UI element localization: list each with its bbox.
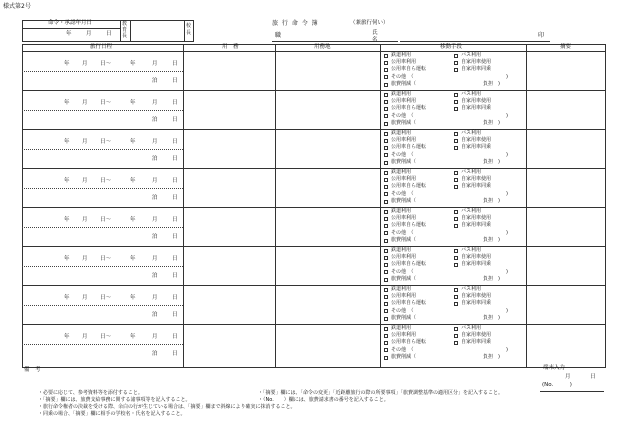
transport-option-label: 公用車利用 [391,254,417,261]
transport-option-label: 自家用車同乗 [461,300,492,307]
transport-option-label: 公用車利用 [391,293,417,300]
transport-checkbox[interactable] [384,132,388,136]
transport-option-label: その他 （ [391,151,414,158]
transport-checkbox[interactable] [384,348,388,352]
to-month: 月 [152,178,158,184]
from-day: 日〜 [100,256,112,262]
transport-checkbox[interactable] [454,107,458,111]
transport-checkbox[interactable] [384,171,388,175]
schedule-split-line [22,110,183,111]
transport-option-label: バス利用 [461,286,482,292]
transport-option-label: 公用車自ら運転 [391,261,427,268]
document-title: 旅 行 命 令 簿 [272,20,319,27]
to-day: 日 [172,334,178,340]
transport-checkbox[interactable] [384,356,388,360]
transport-option-label: 自家用車同乗 [461,66,492,73]
to-year: 年 [130,139,136,145]
to-month: 月 [152,100,158,106]
row-divider [22,168,606,169]
col-header-schedule: 旅行日程 [90,44,113,50]
row-divider [22,324,606,325]
col-header-business: 用 務 [222,44,239,50]
name-underline [400,41,550,42]
row-divider [22,246,606,247]
col-header-destination: 用務地 [314,44,331,50]
transport-option-label: 鉄道利用 [391,247,412,253]
transport-checkbox[interactable] [384,270,388,274]
other-close: ) [506,307,508,314]
other-close: ) [506,268,508,275]
schedule-split-line [22,266,183,267]
from-day: 日〜 [100,61,112,67]
nights-label: 泊 [152,156,158,162]
to-day: 日 [172,100,178,106]
to-month: 月 [152,139,158,145]
from-year: 年 [64,334,70,340]
from-year: 年 [64,61,70,67]
transport-checkbox[interactable] [384,93,388,97]
to-day: 日 [172,217,178,223]
transport-option-label: 公用車自ら運転 [391,300,427,307]
from-year: 年 [64,217,70,223]
transport-option-label: 旅費削減（ [391,236,417,243]
days-label: 日 [172,351,178,357]
transport-checkbox[interactable] [454,341,458,345]
nights-label: 泊 [152,273,158,279]
transport-checkbox[interactable] [384,231,388,235]
transport-option-label: バス利用 [461,247,482,253]
transport-checkbox[interactable] [384,61,388,65]
from-year: 年 [64,295,70,301]
transport-option-label: 自家用車同乗 [461,261,492,268]
terminal-entry-day: 日 [590,374,596,380]
row-divider [22,129,606,130]
to-day: 日 [172,178,178,184]
transport-checkbox[interactable] [454,178,458,182]
transport-checkbox[interactable] [454,54,458,58]
transport-checkbox[interactable] [384,54,388,58]
transport-checkbox[interactable] [454,295,458,299]
transport-checkbox[interactable] [384,146,388,150]
document-subtitle: （兼旅行伺い） [350,20,389,26]
transport-option-label: 公用車自ら運転 [391,183,427,190]
days-label: 日 [172,234,178,240]
transport-option-label: バス利用 [461,52,482,58]
transport-option-label: その他 （ [391,229,414,236]
transport-checkbox[interactable] [384,327,388,331]
to-year: 年 [130,100,136,106]
schedule-split-line [22,71,183,72]
name-label: 氏名 [372,30,378,43]
approval-month: 月 [86,31,92,37]
from-day: 日〜 [100,139,112,145]
transport-checkbox[interactable] [384,302,388,306]
transport-option-label: 自家用車使用 [461,332,492,339]
transport-checkbox[interactable] [454,68,458,72]
transport-checkbox[interactable] [384,317,388,321]
transport-checkbox[interactable] [384,153,388,157]
transport-checkbox[interactable] [454,256,458,260]
transport-checkbox[interactable] [384,139,388,143]
reduction-close: 負担 ) [483,119,500,126]
terminal-entry-number: (No. ) [542,382,572,388]
transport-option-label: バス利用 [461,91,482,97]
transport-checkbox[interactable] [384,288,388,292]
schedule-split-line [22,149,183,150]
transport-option-label: 旅費削減（ [391,197,417,204]
from-day: 日〜 [100,334,112,340]
to-day: 日 [172,139,178,145]
to-year: 年 [130,334,136,340]
schedule-split-line [22,344,183,345]
transport-option-label: 旅費削減（ [391,275,417,282]
post-underline [272,41,398,42]
transport-option-label: 自家用車使用 [461,98,492,105]
approval-date-label: 命令・承認年月日 [48,20,93,26]
transport-option-label: 鉄道利用 [391,286,412,292]
transport-option-label: 鉄道利用 [391,208,412,214]
transport-checkbox[interactable] [454,327,458,331]
days-label: 日 [172,78,178,84]
transport-checkbox[interactable] [384,263,388,267]
transport-checkbox[interactable] [384,178,388,182]
nights-label: 泊 [152,234,158,240]
note-line: ・同乗の場合、「摘要」欄に相手の学校名・氏名を記入すること。 [38,411,186,417]
note-line: ・必要に応じて、参考資料等を添付すること。 [38,390,143,396]
transport-option-label: 自家用車使用 [461,293,492,300]
schedule-split-line [22,188,183,189]
to-month: 月 [152,61,158,67]
transport-option-label: その他 （ [391,307,414,314]
transport-option-label: 公用車自ら運転 [391,66,427,73]
transport-checkbox[interactable] [384,107,388,111]
note-line: ・「摘要」欄には、旅費支給事務に関する諸事項等を記入すること。 [38,397,191,403]
transport-option-label: 公用車利用 [391,215,417,222]
transport-checkbox[interactable] [454,93,458,97]
educator-label: 教育長 [122,21,128,39]
to-day: 日 [172,61,178,67]
transport-option-label: 自家用車使用 [461,254,492,261]
transport-checkbox[interactable] [454,217,458,221]
seal-label: 印 [538,32,545,39]
transport-option-label: 自家用車使用 [461,59,492,66]
schedule-split-line [22,305,183,306]
reduction-close: 負担 ) [483,197,500,204]
transport-checkbox[interactable] [384,83,388,87]
nights-label: 泊 [152,351,158,357]
nights-label: 泊 [152,312,158,318]
transport-option-label: バス利用 [461,169,482,175]
transport-option-label: 公用車利用 [391,98,417,105]
to-month: 月 [152,256,158,262]
nights-label: 泊 [152,117,158,123]
note-line: ・（No. ）欄には、旅費請求書の番号を記入すること。 [258,397,389,403]
transport-option-label: 自家用車同乗 [461,183,492,190]
other-close: ) [506,73,508,80]
reduction-close: 負担 ) [483,314,500,321]
from-day: 日〜 [100,178,112,184]
row-divider [22,207,606,208]
transport-checkbox[interactable] [454,224,458,228]
to-month: 月 [152,295,158,301]
transport-option-label: 自家用車使用 [461,215,492,222]
to-month: 月 [152,334,158,340]
days-label: 日 [172,273,178,279]
transport-checkbox[interactable] [384,256,388,260]
form-number: 様式第2号 [3,3,31,10]
transport-option-label: 旅費削減（ [391,353,417,360]
col-header-summary: 摘要 [560,44,572,50]
transport-checkbox[interactable] [454,132,458,136]
nights-label: 泊 [152,78,158,84]
transport-option-label: 自家用車使用 [461,176,492,183]
from-year: 年 [64,256,70,262]
to-year: 年 [130,178,136,184]
approval-year: 年 [66,31,72,37]
to-year: 年 [130,256,136,262]
other-close: ) [506,190,508,197]
principal-label: 校長 [186,23,192,36]
transport-option-label: 鉄道利用 [391,91,412,97]
terminal-entry-underline [540,391,604,392]
days-label: 日 [172,117,178,123]
transport-option-label: 旅費削減（ [391,119,417,126]
reduction-close: 負担 ) [483,80,500,87]
transport-option-label: バス利用 [461,208,482,214]
days-label: 日 [172,156,178,162]
from-month: 月 [82,334,88,340]
transport-option-label: 自家用車同乗 [461,105,492,112]
transport-checkbox[interactable] [384,114,388,118]
transport-checkbox[interactable] [454,302,458,306]
to-day: 日 [172,256,178,262]
other-close: ) [506,229,508,236]
transport-option-label: 鉄道利用 [391,52,412,58]
terminal-entry-label: 端末入力 [543,365,566,371]
transport-option-label: 自家用車同乗 [461,144,492,151]
transport-checkbox[interactable] [454,100,458,104]
from-month: 月 [82,178,88,184]
transport-checkbox[interactable] [384,278,388,282]
reduction-close: 負担 ) [483,353,500,360]
to-year: 年 [130,61,136,67]
schedule-split-line [22,227,183,228]
nights-label: 泊 [152,195,158,201]
from-year: 年 [64,139,70,145]
row-divider [22,90,606,91]
transport-option-label: バス利用 [461,130,482,136]
from-day: 日〜 [100,100,112,106]
transport-checkbox[interactable] [454,210,458,214]
transport-checkbox[interactable] [384,192,388,196]
transport-checkbox[interactable] [384,161,388,165]
from-month: 月 [82,295,88,301]
other-close: ) [506,346,508,353]
reduction-close: 負担 ) [483,275,500,282]
days-label: 日 [172,195,178,201]
to-year: 年 [130,295,136,301]
to-month: 月 [152,217,158,223]
transport-option-label: 旅費削減（ [391,80,417,87]
transport-checkbox[interactable] [384,295,388,299]
transport-checkbox[interactable] [384,217,388,221]
terminal-entry-month: 月 [565,374,571,380]
from-month: 月 [82,61,88,67]
from-day: 日〜 [100,217,112,223]
from-day: 日〜 [100,295,112,301]
transport-checkbox[interactable] [384,210,388,214]
transport-checkbox[interactable] [454,263,458,267]
transport-checkbox[interactable] [454,61,458,65]
transport-checkbox[interactable] [384,224,388,228]
transport-option-label: その他 （ [391,190,414,197]
transport-checkbox[interactable] [454,249,458,253]
remarks-label: 備 考 [24,367,41,373]
transport-option-label: 公用車自ら運転 [391,144,427,151]
note-line: ・旅行命令権者の決裁を受ける際、余白の行が生じている場合は、「摘要」欄まで斜線により確実に抹消すること。 [38,404,296,410]
from-month: 月 [82,217,88,223]
transport-option-label: その他 （ [391,268,414,275]
transport-option-label: その他 （ [391,346,414,353]
reduction-close: 負担 ) [483,158,500,165]
post-label: 職 [275,32,282,39]
other-close: ) [506,151,508,158]
transport-option-label: 公用車利用 [391,59,417,66]
transport-checkbox[interactable] [384,75,388,79]
transport-option-label: 公用車自ら運転 [391,105,427,112]
transport-checkbox[interactable] [454,146,458,150]
transport-checkbox[interactable] [384,239,388,243]
transport-option-label: 鉄道利用 [391,130,412,136]
from-year: 年 [64,100,70,106]
transport-option-label: 公用車利用 [391,137,417,144]
transport-checkbox[interactable] [384,309,388,313]
transport-option-label: 鉄道利用 [391,169,412,175]
transport-option-label: 自家用車同乗 [461,339,492,346]
transport-checkbox[interactable] [384,100,388,104]
to-day: 日 [172,295,178,301]
reduction-close: 負担 ) [483,236,500,243]
other-close: ) [506,112,508,119]
transport-checkbox[interactable] [384,185,388,189]
transport-option-label: その他 （ [391,112,414,119]
from-month: 月 [82,256,88,262]
transport-checkbox[interactable] [384,341,388,345]
from-year: 年 [64,178,70,184]
transport-option-label: 旅費削減（ [391,314,417,321]
transport-checkbox[interactable] [454,171,458,175]
transport-checkbox[interactable] [454,139,458,143]
transport-option-label: 公用車利用 [391,332,417,339]
days-label: 日 [172,312,178,318]
transport-option-label: 公用車自ら運転 [391,222,427,229]
transport-option-label: 自家用車同乗 [461,222,492,229]
to-year: 年 [130,217,136,223]
transport-checkbox[interactable] [454,334,458,338]
transport-checkbox[interactable] [384,68,388,72]
approval-day: 日 [106,31,112,37]
transport-checkbox[interactable] [454,185,458,189]
transport-checkbox[interactable] [384,122,388,126]
transport-checkbox[interactable] [384,200,388,204]
transport-option-label: 公用車利用 [391,176,417,183]
transport-option-label: バス利用 [461,325,482,331]
from-month: 月 [82,100,88,106]
transport-option-label: 旅費削減（ [391,158,417,165]
from-month: 月 [82,139,88,145]
transport-checkbox[interactable] [384,334,388,338]
transport-checkbox[interactable] [454,288,458,292]
transport-checkbox[interactable] [384,249,388,253]
row-divider [22,285,606,286]
transport-option-label: 鉄道利用 [391,325,412,331]
col-header-transport: 移動手段 [440,44,463,50]
transport-option-label: 公用車自ら運転 [391,339,427,346]
transport-option-label: その他 （ [391,73,414,80]
transport-option-label: 自家用車使用 [461,137,492,144]
note-line: ・「摘要」欄には、「命令の変更」「近距離旅行の際の所要事項」「旅費調整基準の適用区分」を記入すること。 [258,390,504,396]
